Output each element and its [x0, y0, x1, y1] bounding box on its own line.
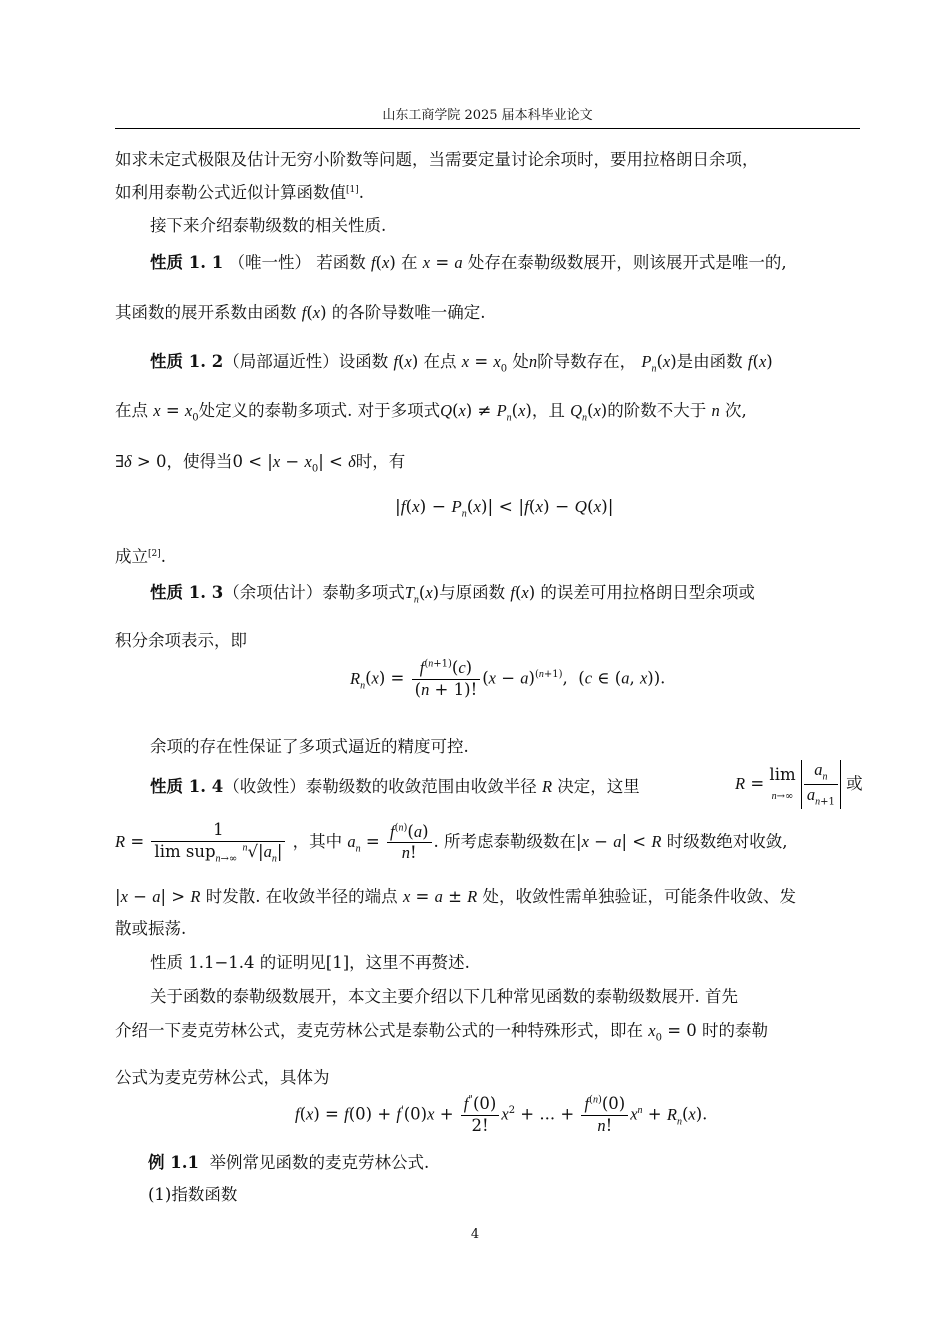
- property-1-2: 性质 1. 2（局部逼近性）设函数 f(x) 在点 $x = x_0$ 处n阶导数存在， $P_n(x)$是由函数 f(x): [150, 352, 773, 375]
- example-1-1: 例 1.1 举例常见函数的麦克劳林公式.: [148, 1153, 430, 1172]
- list-item: (1)指数函数: [148, 1185, 238, 1204]
- paragraph-line: 接下来介绍泰勒级数的相关性质.: [150, 216, 387, 235]
- paragraph-line: ∃δ > 0，使得当$0 < |x - x_0| < \delta$时，有: [115, 452, 406, 475]
- paragraph-line: 如求未定式极限及估计无穷小阶数等问题，当需要定量讨论余项时，要用拉格朗日余项，: [115, 150, 759, 169]
- citation: [2]: [148, 549, 161, 559]
- paragraph-line: 在点 $x = x_0$处定义的泰勒多项式. 对于多项式$Q(x) \ne P_n(x)$，且 $Q_n(x)$的阶数不大于 n 次,: [115, 401, 747, 424]
- paragraph-line: 散或振荡.: [115, 919, 187, 938]
- inequality-equation: $|f(x) - P_n(x)| < |f(x) - Q(x)|$: [395, 497, 614, 520]
- radius-formula-alt: R = $\frac{1}{\lim sup_{n\to\infty} ^n√|a_n|}$ ，其中 $a_n$ = $\frac{f^{(n)}(a)}{n!}$ . 所考虑泰勒级数在|x − a| < R 时级数绝对收敛,: [115, 820, 788, 864]
- remainder-equation: $R_n(x)$ = $\frac{f^{(n+1)}(c)}{(n + 1)!}$ $(x - a)^{(n+1)}$, (c ∈ (a, x)).: [350, 658, 666, 699]
- page-header: 山东工商学院 2025 届本科毕业论文: [115, 104, 860, 129]
- property-1-1: 性质 1. 1 （唯一性） 若函数 f(x) 在 x = a 处存在泰勒级数展开，则该展开式是唯一的,: [150, 253, 787, 272]
- property-1-3: 性质 1. 3（余项估计）泰勒多项式$T_n(x)$与原函数 f(x) 的误差可用拉格朗日型余项或: [150, 583, 755, 606]
- paragraph-line: 性质 1.1−1.4 的证明见[1]，这里不再赘述.: [150, 953, 470, 972]
- page-number: 4: [470, 1227, 480, 1242]
- property-1-4: 性质 1. 4（收敛性）泰勒级数的收敛范围由收敛半径 R 决定，这里: [150, 777, 640, 796]
- paragraph-line: |x − a| > R 时发散. 在收敛半径的端点 x = a ± R 处，收敛性需单独验证，可能条件收敛、发: [115, 887, 797, 906]
- paragraph-line: 余项的存在性保证了多项式逼近的精度可控.: [150, 737, 469, 756]
- paragraph-line: 积分余项表示，即: [115, 631, 247, 650]
- paragraph-line: 如利用泰勒公式近似计算函数值[1].: [115, 183, 364, 202]
- paragraph-line: 成立[2].: [115, 547, 166, 566]
- paragraph-line: 关于函数的泰勒级数展开，本文主要介绍以下几种常见函数的泰勒级数展开. 首先: [150, 987, 738, 1006]
- maclaurin-equation: f(x) = f(0) + f'(0)x + $\frac{f^"(0)}{2!}$ $x^2$ + ... + $\frac{f^{(n)}(0)}{n!}$ $x^n + R_n(x)$.: [295, 1094, 708, 1135]
- paragraph-line: 公式为麦克劳林公式，具体为: [115, 1068, 330, 1087]
- paragraph-line: 介绍一下麦克劳林公式，麦克劳林公式是泰勒公式的一种特殊形式，即在 $x_0 = 0$ 时的泰勒: [115, 1021, 769, 1044]
- citation: [1]: [346, 185, 359, 195]
- radius-formula: R = lim n→∞ $\frac{a_n}{a_{n+1}}$ 或: [735, 760, 863, 808]
- paragraph-line: 其函数的展开系数由函数 f(x) 的各阶导数唯一确定.: [115, 303, 486, 322]
